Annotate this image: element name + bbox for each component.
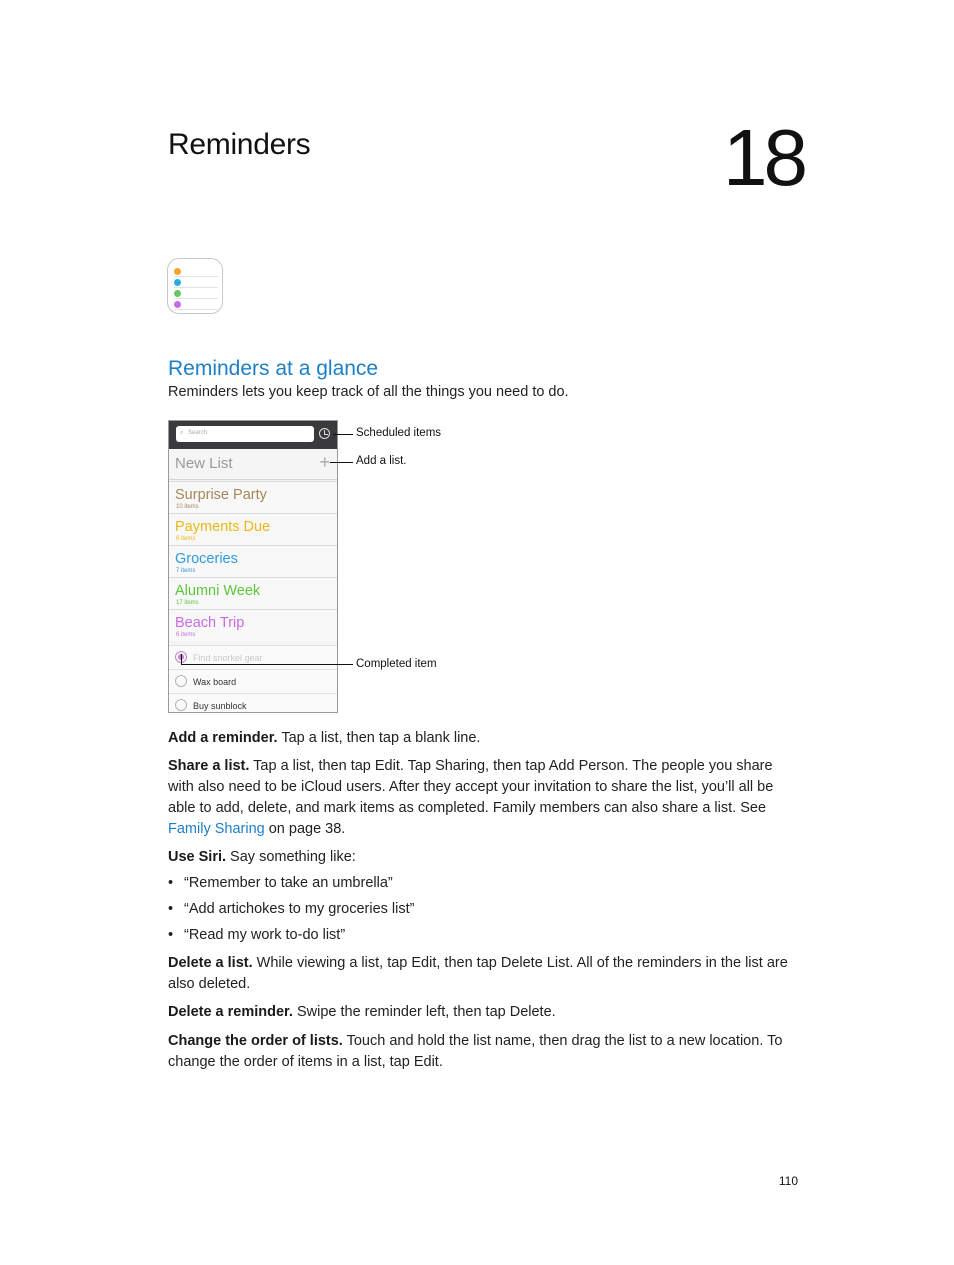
reminders-app-icon bbox=[167, 258, 223, 314]
paragraph-lead: Share a list. bbox=[168, 758, 250, 774]
family-sharing-link[interactable]: Family Sharing bbox=[168, 821, 265, 837]
new-list-label: New List bbox=[175, 455, 233, 472]
paragraph-lead: Delete a reminder. bbox=[168, 1004, 293, 1020]
use-siri-paragraph bbox=[168, 847, 796, 868]
share-list-paragraph bbox=[168, 756, 796, 840]
page-number: 110 bbox=[778, 1174, 798, 1188]
reminder-dot-icon bbox=[174, 268, 181, 275]
list-card[interactable] bbox=[169, 609, 337, 641]
bullet-mark: • bbox=[168, 901, 174, 917]
list-name: Alumni Week bbox=[175, 583, 261, 599]
delete-list-paragraph bbox=[168, 953, 796, 995]
reminder-text: Wax board bbox=[193, 677, 237, 687]
add-reminder-paragraph bbox=[168, 728, 796, 749]
phone-search-bar bbox=[169, 421, 337, 449]
list-count: 6 items bbox=[176, 536, 196, 542]
siri-example-text: “Add artichokes to my groceries list” bbox=[184, 901, 415, 917]
callout-scheduled-items: Scheduled items bbox=[356, 427, 442, 439]
callout-line bbox=[333, 434, 353, 435]
paragraph-text: Swipe the reminder left, then tap Delete. bbox=[292, 1004, 556, 1020]
alarm-clock-icon[interactable] bbox=[319, 428, 330, 439]
reminder-text: Find snorkel gear bbox=[193, 653, 263, 663]
section-heading: Reminders at a glance bbox=[168, 357, 379, 380]
section-intro: Reminders lets you keep track of all the things you need to do. bbox=[168, 384, 569, 400]
plus-icon[interactable]: + bbox=[319, 452, 330, 472]
search-icon: ⌕ bbox=[180, 430, 184, 436]
check-circle-icon[interactable] bbox=[175, 675, 187, 687]
change-order-paragraph bbox=[168, 1031, 796, 1073]
reminders-screenshot bbox=[168, 420, 338, 713]
bullet-mark: • bbox=[168, 875, 174, 891]
paragraph-text: While viewing a list, tap Edit, then tap Delete List. All of the reminders in the list are also deleted. bbox=[168, 955, 788, 992]
list-card[interactable] bbox=[169, 481, 337, 513]
reminder-row[interactable] bbox=[169, 645, 337, 669]
search-placeholder: Search bbox=[188, 430, 208, 436]
reminder-row[interactable] bbox=[169, 693, 337, 713]
reminder-row[interactable] bbox=[169, 669, 337, 693]
list-name: Surprise Party bbox=[175, 487, 267, 503]
list-count: 6 items bbox=[176, 632, 196, 638]
paragraph-lead: Change the order of lists. bbox=[168, 1033, 343, 1049]
reminder-dot-icon bbox=[174, 290, 181, 297]
paragraph-text: Touch and hold the list name, then drag the list to a new location. To change the order of items in a list, tap Edit. bbox=[168, 1033, 783, 1070]
chapter-number: 18 bbox=[723, 113, 804, 202]
callout-add-list: Add a list. bbox=[356, 455, 407, 467]
list-count: 10 items bbox=[176, 504, 199, 510]
list-count: 17 items bbox=[176, 600, 199, 606]
check-circle-icon[interactable] bbox=[175, 699, 187, 711]
reminder-text: Buy sunblock bbox=[193, 701, 247, 711]
list-name: Payments Due bbox=[175, 519, 271, 535]
search-input[interactable] bbox=[176, 426, 314, 442]
paragraph-lead: Use Siri. bbox=[168, 849, 227, 865]
paragraph-text: Tap a list, then tap a blank line. bbox=[277, 730, 481, 746]
list-name: Beach Trip bbox=[175, 615, 245, 631]
callout-line bbox=[330, 462, 353, 463]
bullet-mark: • bbox=[168, 927, 174, 943]
new-list-row[interactable] bbox=[169, 449, 337, 480]
paragraph-text: Say something like: bbox=[226, 849, 356, 865]
callout-line bbox=[181, 664, 353, 665]
callout-completed-item: Completed item bbox=[356, 658, 437, 670]
delete-reminder-paragraph bbox=[168, 1002, 796, 1023]
paragraph-text: on page 38. bbox=[264, 821, 346, 837]
siri-example-text: “Read my work to-do list” bbox=[184, 927, 346, 943]
reminder-dot-icon bbox=[174, 301, 181, 308]
list-count: 7 items bbox=[176, 568, 196, 574]
paragraph-lead: Delete a list. bbox=[168, 955, 253, 971]
list-card[interactable] bbox=[169, 545, 337, 577]
siri-example-text: “Remember to take an umbrella” bbox=[184, 875, 393, 891]
paragraph-lead: Add a reminder. bbox=[168, 730, 278, 746]
list-card[interactable] bbox=[169, 513, 337, 545]
callout-line bbox=[181, 654, 182, 664]
list-name: Groceries bbox=[175, 551, 238, 567]
chapter-title: Reminders bbox=[168, 128, 311, 161]
paragraph-text: Tap a list, then tap Edit. Tap Sharing, then tap Add Person. The people you share with also need to be iCloud users. After they accept your invitation to share the list, you’ll all be able to add, delete, and mark items as completed. Family members can also share a list. See bbox=[168, 758, 774, 816]
reminder-dot-icon bbox=[174, 279, 181, 286]
list-card[interactable] bbox=[169, 577, 337, 609]
